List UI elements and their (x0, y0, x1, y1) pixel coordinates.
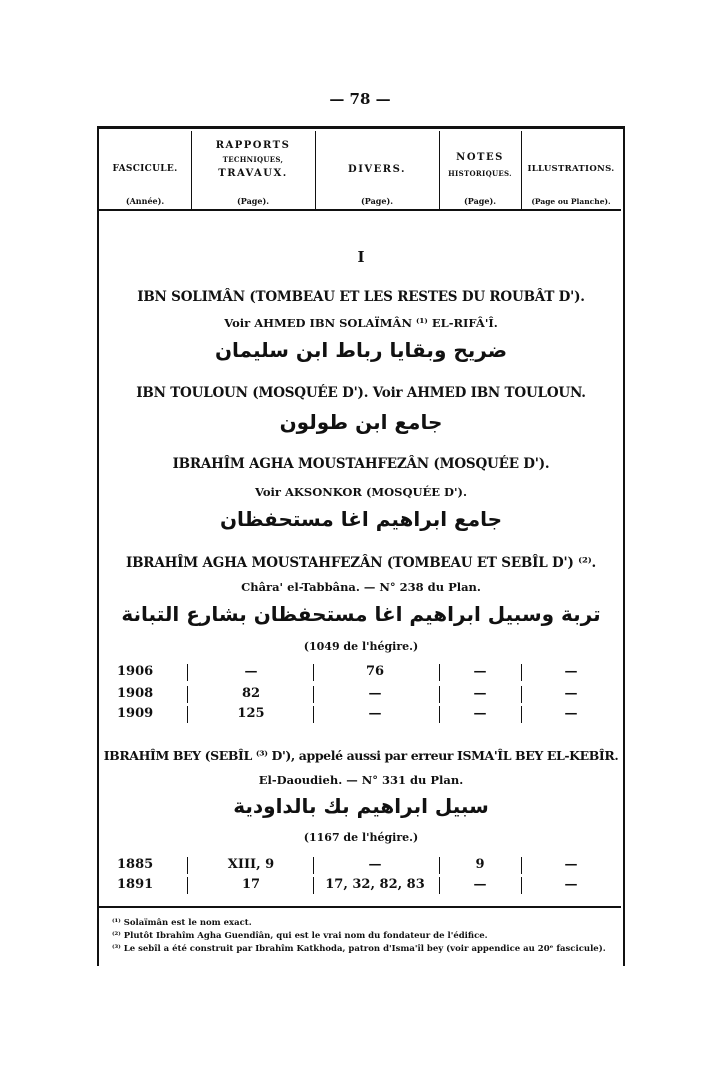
header-rapports-line3: TRAVAUX. (218, 168, 288, 179)
page-number: — 78 — (329, 90, 391, 108)
cell-divers: 17, 32, 82, 83 (325, 877, 425, 892)
footnote-rule (99, 906, 621, 908)
table-row (99, 857, 621, 874)
cell-notes: — (473, 686, 487, 701)
header-bottom-rule (99, 209, 621, 211)
entry-ibrahim-bey-location: El-Daoudieh. — N° 331 du Plan. (258, 773, 464, 787)
footnote-3: ⁽³⁾ Le sebîl a été construit par Ibrahîm Katkhoda, patron d'Isma'îl bey (voir appendice au 20ᵉ fascicule). (112, 944, 606, 954)
cell-year: 1909 (117, 706, 154, 721)
header-divider (315, 131, 316, 211)
cell-year: 1908 (117, 686, 154, 701)
cell-year: 1906 (117, 664, 154, 679)
header-divers (315, 131, 439, 209)
cell-rapports: 125 (237, 706, 265, 721)
header-divers-sub: (Page). (360, 196, 394, 206)
cell-year: 1891 (117, 877, 154, 892)
cell-illustrations: — (564, 706, 578, 721)
entry-ibn-touloun-title: IBN TOULOUN (MOSQUÉE D'). Voir AHMED IBN TOULOUN. (136, 385, 586, 401)
table-row (99, 706, 621, 723)
header-divider (521, 131, 522, 211)
footnote-2: ⁽²⁾ Plutôt Ibrahîm Agha Guendîân, qui est le vrai nom du fondateur de l'édifice. (112, 931, 488, 941)
entry-ibrahim-agha-tomb-title: IBRAHÎM AGHA MOUSTAHFEZÂN (TOMBEAU ET SEBÎL D') ⁽²⁾. (125, 555, 597, 571)
cell-illustrations: — (564, 857, 578, 872)
section-letter: I (357, 248, 365, 266)
header-illustrations-title: ILLUSTRATIONS. (527, 164, 615, 174)
cell-notes: — (473, 877, 487, 892)
entry-ibrahim-bey-arabic: سبيل ابراهيم بك بالداودية (233, 794, 489, 818)
header-fascicule-sub: (Année). (125, 196, 165, 206)
table-row (99, 686, 621, 703)
cell-divers: — (368, 706, 382, 721)
cell-notes: 9 (475, 857, 485, 872)
header-notes-line1: NOTES (456, 152, 504, 163)
entry-ibn-soliman-title: IBN SOLIMÂN (TOMBEAU ET LES RESTES DU ROUBÂT D'). (137, 289, 585, 305)
header-illustrations-sub: (Page ou Planche). (531, 197, 611, 206)
entry-ibrahim-agha-mosque-ref: Voir AKSONKOR (MOSQUÉE D'). (255, 485, 467, 499)
table-row (99, 877, 621, 894)
header-rapports-line2: TECHNIQUES, (222, 155, 284, 164)
footnote-1: ⁽¹⁾ Solaïmân est le nom exact. (112, 918, 252, 928)
cell-divers: — (368, 857, 382, 872)
header-rapports (191, 131, 315, 209)
header-divider (439, 131, 440, 211)
footnotes (112, 917, 617, 956)
cell-year: 1885 (117, 857, 154, 872)
header-divider (191, 131, 192, 211)
column-header (99, 131, 621, 209)
entry-ibrahim-agha-mosque-arabic: جامع ابراهيم اغا مستحفظان (219, 507, 503, 531)
cell-rapports: XIII, 9 (227, 857, 275, 872)
header-illustrations (521, 131, 621, 209)
table-row (99, 664, 621, 681)
cell-divers: — (368, 686, 382, 701)
header-notes (439, 131, 521, 209)
entry-ibn-soliman-arabic: ضريح وبقايا رباط ابن سليمان (214, 338, 508, 362)
header-fascicule (99, 131, 191, 209)
cell-illustrations: — (564, 686, 578, 701)
header-notes-sub: (Page). (463, 196, 497, 206)
entry-ibrahim-bey-title: IBRAHÎM BEY (SEBÎL ⁽³⁾ D'), appelé aussi par erreur ISMA'ÎL BEY EL-KEBÎR. (103, 748, 619, 763)
entry-ibrahim-agha-tomb-hegire: (1049 de l'hégire.) (303, 640, 419, 653)
header-rapports-line1: RAPPORTS (215, 140, 291, 151)
header-divers-title: DIVERS. (348, 164, 406, 175)
cell-rapports: 17 (241, 877, 261, 892)
header-fascicule-title: FASCICULE. (112, 164, 178, 174)
entry-ibrahim-agha-tomb-location: Châra' el-Tabbâna. — N° 238 du Plan. (241, 580, 481, 594)
entry-ibrahim-bey-hegire: (1167 de l'hégire.) (303, 831, 419, 844)
cell-notes: — (473, 706, 487, 721)
entry-ibrahim-agha-mosque-title: IBRAHÎM AGHA MOUSTAHFEZÂN (MOSQUÉE D'). (172, 456, 550, 472)
cell-notes: — (473, 664, 487, 679)
entry-ibrahim-agha-tomb-arabic: تربة وسبيل ابراهيم اغا مستحفظان بشارع التبانة (121, 602, 601, 626)
cell-illustrations: — (564, 877, 578, 892)
cell-rapports: — (244, 664, 258, 679)
header-rapports-sub: (Page). (236, 196, 270, 206)
entry-ibn-soliman-ref: Voir AHMED IBN SOLAÏMÂN ⁽¹⁾ EL-RIFÂ'Î. (224, 316, 498, 330)
cell-illustrations: — (564, 664, 578, 679)
cell-rapports: 82 (241, 686, 261, 701)
entry-ibn-touloun-arabic: جامع ابن طولون (279, 410, 443, 434)
header-notes-line2: HISTORIQUES. (448, 169, 512, 178)
cell-divers: 76 (365, 664, 385, 679)
